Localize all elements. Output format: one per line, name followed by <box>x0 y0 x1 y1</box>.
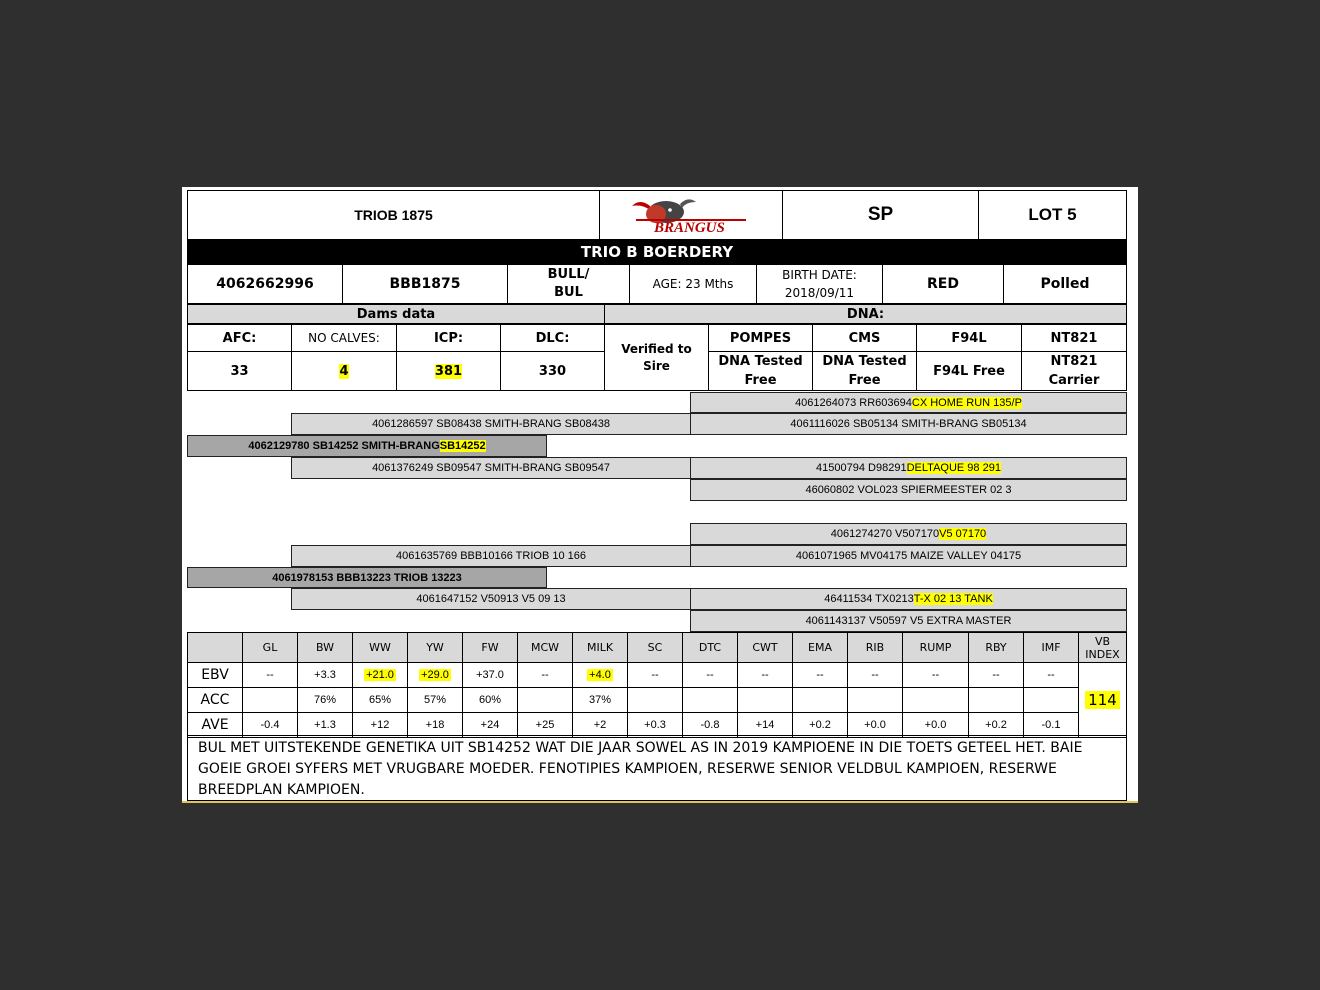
dams-value-icp-text: 381 <box>434 363 463 379</box>
ebv-value-cell <box>628 688 683 713</box>
ebv-column-header: EMA <box>793 633 848 663</box>
ebv-value-cell <box>518 688 573 713</box>
ebv-header-row <box>188 633 1127 663</box>
ebv-value: +25 <box>535 719 555 731</box>
dna-test-f94l-result: F94L Free <box>916 351 1022 391</box>
pedigree-text: 41500794 D98291 <box>816 462 907 474</box>
ebv-column-header: RIB <box>848 633 903 663</box>
pedigree-sire <box>187 435 547 457</box>
comments: BUL MET UITSTEKENDE GENETIKA UIT SB14252 WAT DIE JAAR SOWEL AS IN 2019 KAMPIOENE IN DIE TOETS GETEEL HET. BAIE GOEIE GROEI SYFERS MET VRUGBARE MOEDER. FENOTIPIES KAMPIOEN, RESERWE SENIOR VELDBUL KAMPIOEN, RESERWE BREEDPLAN KAMPIOEN. <box>187 735 1127 801</box>
dams-value-calves <box>291 351 397 391</box>
ebv-value-cell <box>243 713 298 738</box>
ebv-value-cell <box>518 663 573 688</box>
ebv-value-cell <box>573 688 628 713</box>
ebv-value: 57% <box>423 694 447 706</box>
ebv-column-header: CWT <box>738 633 793 663</box>
ebv-value: +2 <box>593 719 607 731</box>
ebv-value: -- <box>816 669 824 681</box>
pedigree-dam-dam-dam: 4061143137 V50597 V5 EXTRA MASTER <box>690 610 1127 632</box>
ebv-column-header: SC <box>628 633 683 663</box>
ebv-value: +12 <box>370 719 390 731</box>
bottom-border <box>182 801 1138 803</box>
ebv-value-cell <box>463 663 518 688</box>
sex-line-1: BULL/ <box>547 267 590 282</box>
svg-text:BRANGUS: BRANGUS <box>654 220 725 236</box>
ebv-row-acc <box>188 688 1127 713</box>
ebv-value-cell <box>408 663 463 688</box>
ebv-value: +24 <box>480 719 500 731</box>
dams-value-calves-text: 4 <box>339 363 349 379</box>
sex <box>507 264 630 304</box>
ebv-value-cell <box>793 713 848 738</box>
ebv-value-cell <box>353 713 408 738</box>
ebv-value-cell <box>969 713 1024 738</box>
ebv-row-ave <box>188 713 1127 738</box>
dams-header-dlc: DLC: <box>500 324 605 352</box>
dna-result-line-1: NT821 <box>1050 354 1098 369</box>
animal-name: TRIOB 1875 <box>187 190 600 240</box>
ebv-value: 65% <box>368 694 392 706</box>
ebv-value-cell <box>353 688 408 713</box>
ebv-value: +0.2 <box>809 719 831 731</box>
ebv-value-cell <box>573 663 628 688</box>
ebv-value-cell <box>738 663 793 688</box>
ebv-value: +3.3 <box>314 669 336 681</box>
lot-card <box>182 187 1138 803</box>
birth-date <box>756 264 883 304</box>
pedigree-dam-dam: 4061647152 V50913 V5 09 13 <box>291 588 691 610</box>
dams-header-calves: NO CALVES: <box>291 324 397 352</box>
dna-result-line-2: Free <box>848 373 881 388</box>
breeder-name: TRIO B BOERDERY <box>187 240 1127 264</box>
ebv-value: +37.0 <box>476 669 504 681</box>
ebv-value: -0.8 <box>700 719 720 731</box>
ebv-column-header: FW <box>463 633 518 663</box>
dna-verified <box>604 324 709 391</box>
ebv-value-cell <box>969 663 1024 688</box>
ebv-value-cell <box>903 663 969 688</box>
ebv-value-cell <box>683 713 738 738</box>
colour: RED <box>882 264 1004 304</box>
ebv-value: +21.0 <box>366 669 394 681</box>
ebv-column-header: MILK <box>573 633 628 663</box>
ebv-value-cell <box>298 688 353 713</box>
ebv-value: -- <box>651 669 659 681</box>
ebv-value: -- <box>761 669 769 681</box>
pedigree-sire-sire-sire <box>690 392 1127 413</box>
ebv-value: 60% <box>478 694 502 706</box>
ebv-column-header: GL <box>243 633 298 663</box>
ebv-column-header: YW <box>408 633 463 663</box>
ebv-value: -- <box>992 669 1000 681</box>
ebv-value-cell <box>1024 663 1079 688</box>
pedigree-dam-sire-sire <box>690 523 1127 545</box>
ebv-value-cell <box>903 713 969 738</box>
ebv-column-header: RBY <box>969 633 1024 663</box>
ebv-value: -- <box>266 669 274 681</box>
ebv-value: -- <box>931 669 940 681</box>
ebv-value: +14 <box>755 719 775 731</box>
ebv-value: -0.1 <box>1041 719 1061 731</box>
birth-date-label: BIRTH DATE: <box>782 268 857 282</box>
pedigree-sire-dam-sire <box>690 457 1127 479</box>
dna-result-line-2: Carrier <box>1048 373 1100 388</box>
ebv-value: 76% <box>313 694 337 706</box>
dna-result-line-1: DNA Tested <box>718 354 803 369</box>
dna-verified-line-2: Sire <box>643 358 670 373</box>
dna-test-cms-name: CMS <box>812 324 917 352</box>
ebv-value-cell <box>683 663 738 688</box>
pedigree-dam-sire: 4061635769 BBB10166 TRIOB 10 166 <box>291 545 691 567</box>
sex-line-2: BUL <box>554 285 583 300</box>
ebv-corner-cell <box>188 633 243 663</box>
ebv-value: +29.0 <box>421 669 449 681</box>
pedigree-sire-sire-dam: 4061116026 SB05134 SMITH-BRANG SB05134 <box>690 413 1127 435</box>
dna-result-line-1: DNA Tested <box>822 354 907 369</box>
ebv-value-cell <box>969 688 1024 713</box>
lot-number: LOT 5 <box>978 190 1127 240</box>
pedigree-highlight: T-X 02 13 TANK <box>913 593 993 605</box>
index-label-2: INDEX <box>1085 647 1120 661</box>
pedigree-text: 46411534 TX0213 <box>824 593 914 605</box>
index-header <box>1079 633 1127 663</box>
index-label-1: VB <box>1094 634 1111 648</box>
dams-header-afc: AFC: <box>187 324 292 352</box>
pedigree-sire-sire: 4061286597 SB08438 SMITH-BRANG SB08438 <box>291 413 691 435</box>
dna-test-nt821-result <box>1021 351 1127 391</box>
ebv-value-cell <box>298 663 353 688</box>
ebv-column-header: MCW <box>518 633 573 663</box>
pedigree-dam-sire-dam: 4061071965 MV04175 MAIZE VALLEY 04175 <box>690 545 1127 567</box>
ebv-value-cell <box>243 663 298 688</box>
dna-test-cms-result <box>812 351 917 391</box>
ebv-value-cell <box>683 688 738 713</box>
ebv-value-cell <box>793 663 848 688</box>
pedigree-sire-dam: 4061376249 SB09547 SMITH-BRANG SB09547 <box>291 457 691 479</box>
ebv-column-header: WW <box>353 633 408 663</box>
dams-title: Dams data <box>187 304 605 324</box>
ebv-value: +1.3 <box>314 719 336 731</box>
ebv-value-cell <box>518 713 573 738</box>
index-value-cell <box>1079 663 1127 738</box>
index-value: 114 <box>1085 691 1120 709</box>
pedigree-text: 4062129780 SB14252 SMITH-BRANG <box>248 440 440 452</box>
ebv-value-cell <box>793 688 848 713</box>
horn-status: Polled <box>1003 264 1127 304</box>
ebv-value-cell <box>848 663 903 688</box>
ebv-column-header: DTC <box>683 633 738 663</box>
ebv-value-cell <box>243 688 298 713</box>
ebv-value-cell <box>848 688 903 713</box>
brangus-logo <box>599 190 783 240</box>
ebv-value: +4.0 <box>589 669 611 681</box>
ebv-value-cell <box>738 688 793 713</box>
ebv-value: -- <box>541 669 549 681</box>
ebv-value-cell <box>903 688 969 713</box>
ebv-value: +0.2 <box>985 719 1007 731</box>
ebv-value-cell <box>628 713 683 738</box>
ebv-value: -0.4 <box>260 719 280 731</box>
bull-head-icon <box>626 194 756 236</box>
dams-value-afc: 33 <box>187 351 292 391</box>
ebv-value-cell <box>1024 713 1079 738</box>
pedigree-text: 4061274270 V507170 <box>830 528 940 540</box>
ebv-value-cell <box>463 688 518 713</box>
ebv-value-cell <box>848 713 903 738</box>
herd-number: BBB1875 <box>342 264 508 304</box>
pedigree-text: 4061264073 RR603694 <box>795 396 912 409</box>
ebv-value-cell <box>573 713 628 738</box>
dams-value-dlc: 330 <box>500 351 605 391</box>
dna-test-nt821-name: NT821 <box>1021 324 1127 352</box>
ebv-row-label: AVE <box>188 713 243 738</box>
ebv-value: -- <box>1047 669 1055 681</box>
pedigree-highlight: V5 07170 <box>939 528 987 540</box>
ebv-value-cell <box>463 713 518 738</box>
ebv-value-cell <box>628 663 683 688</box>
ebv-value-cell <box>738 713 793 738</box>
ebv-column-header: IMF <box>1024 633 1079 663</box>
registration-code: SP <box>782 190 979 240</box>
pedigree-highlight: CX HOME RUN 135/P <box>911 396 1022 409</box>
ebv-column-header: RUMP <box>903 633 969 663</box>
dams-header-icp: ICP: <box>396 324 501 352</box>
dna-test-pompes-result <box>708 351 813 391</box>
ebv-value: +0.3 <box>644 719 666 731</box>
ebv-value: 37% <box>588 694 612 706</box>
birth-date-value: 2018/09/11 <box>784 286 855 300</box>
pedigree-highlight: SB14252 <box>439 440 486 452</box>
age: AGE: 23 Mths <box>629 264 757 304</box>
ebv-column-header: BW <box>298 633 353 663</box>
pedigree-dam: 4061978153 BBB13223 TRIOB 13223 <box>187 567 547 588</box>
ebv-value-cell <box>408 713 463 738</box>
dna-title: DNA: <box>604 304 1127 324</box>
dna-test-f94l-name: F94L <box>916 324 1022 352</box>
dna-verified-line-1: Verified to <box>621 341 692 356</box>
ebv-row-label: ACC <box>188 688 243 713</box>
ebv-value: +18 <box>425 719 445 731</box>
ebv-value-cell <box>1024 688 1079 713</box>
dna-test-pompes-name: POMPES <box>708 324 813 352</box>
pedigree-dam-dam-sire <box>690 588 1127 610</box>
pedigree-sire-dam-dam: 46060802 VOL023 SPIERMEESTER 02 3 <box>690 479 1127 501</box>
id-number: 4062662996 <box>187 264 343 304</box>
ebv-row-ebv <box>188 663 1127 688</box>
ebv-value: -- <box>706 669 714 681</box>
ebv-value: -- <box>871 669 879 681</box>
ebv-value: +0.0 <box>924 719 947 731</box>
ebv-value: +0.0 <box>864 719 886 731</box>
ebv-value-cell <box>298 713 353 738</box>
ebv-row-label: EBV <box>188 663 243 688</box>
dna-result-line-2: Free <box>744 373 777 388</box>
ebv-table <box>187 632 1127 738</box>
ebv-value-cell <box>353 663 408 688</box>
pedigree-highlight: DELTAQUE 98 291 <box>906 462 1001 474</box>
ebv-value-cell <box>408 688 463 713</box>
dams-value-icp <box>396 351 501 391</box>
